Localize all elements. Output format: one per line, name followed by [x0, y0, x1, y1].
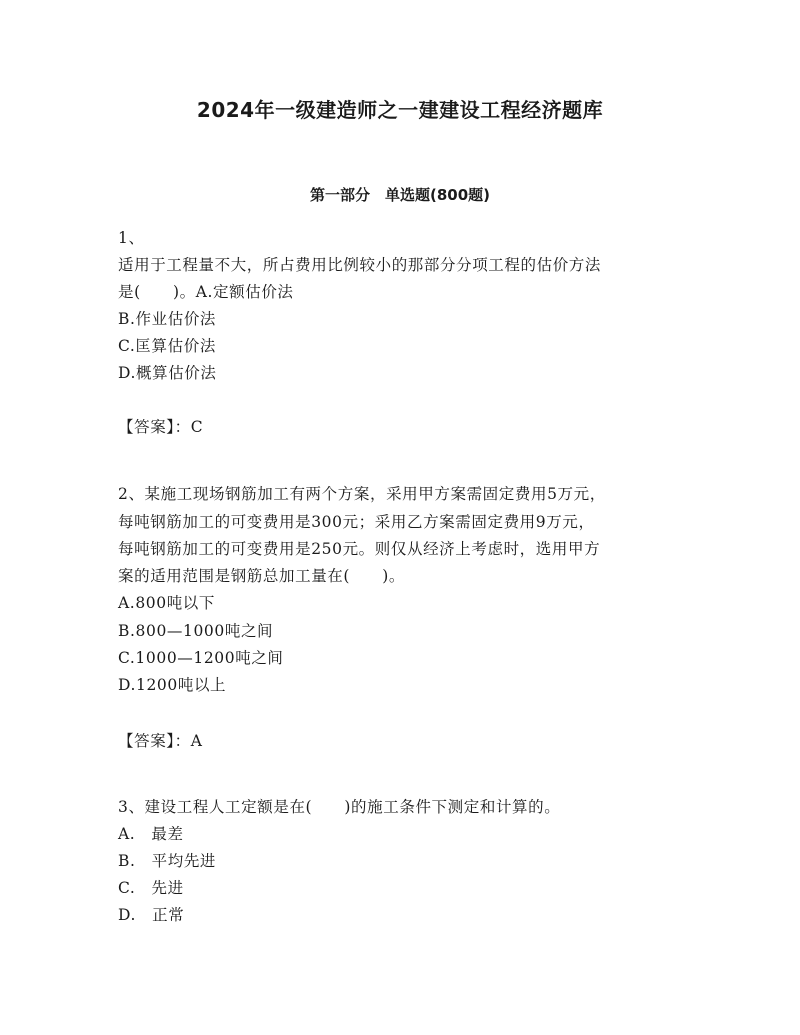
question-2-stem-line-2: 每吨钢筋加工的可变费用是300元；采用乙方案需固定费用9万元，: [118, 513, 595, 531]
question-2-option-d: D.1200吨以上: [118, 676, 227, 694]
question-3-option-a: A. 最差: [118, 825, 184, 843]
question-1-answer: 【答案】：C: [118, 418, 204, 436]
question-2-option-a: A.800吨以下: [118, 594, 216, 612]
question-3-option-d: D. 正常: [118, 906, 185, 924]
question-3-option-b: B. 平均先进: [118, 852, 217, 870]
question-1-option-b: B.作业估价法: [118, 310, 217, 328]
question-3-stem: 3、建设工程人工定额是在( )的施工条件下测定和计算的。: [118, 798, 561, 816]
question-2-stem-line-1: 2、某施工现场钢筋加工有两个方案，采用甲方案需固定费用5万元，: [118, 485, 606, 503]
question-2-stem-line-4: 案的适用范围是钢筋总加工量在( )。: [118, 567, 405, 585]
question-1-number: 1、: [118, 229, 145, 247]
question-3-option-c: C. 先进: [118, 879, 184, 897]
question-2-option-b: B.800—1000吨之间: [118, 622, 274, 640]
question-1-stem-line-1: 适用于工程量不大，所占费用比例较小的那部分分项工程的估价方法: [118, 256, 602, 274]
question-1-stem-line-2: 是( )。A.定额估价法: [118, 283, 294, 301]
section-heading: 第一部分 单选题(800题): [309, 186, 491, 204]
question-1-option-c: C.匡算估价法: [118, 337, 216, 355]
question-2-option-c: C.1000—1200吨之间: [118, 649, 284, 667]
question-2-answer: 【答案】：A: [118, 732, 203, 750]
question-1-option-d: D.概算估价法: [118, 364, 217, 382]
question-2-stem-line-3: 每吨钢筋加工的可变费用是250元。则仅从经济上考虑时，选用甲方: [118, 540, 601, 558]
document-title: 2024年一级建造师之一建建设工程经济题库: [196, 98, 604, 122]
